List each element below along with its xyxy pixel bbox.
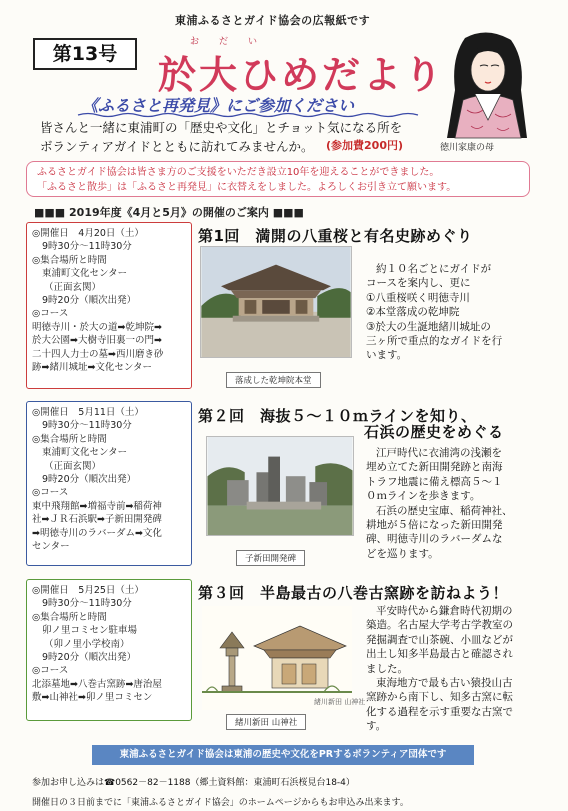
event-3-desc-line: 東海地方で最も古い猿投山古 [376, 677, 513, 690]
event-1-course-label: ◎コース [32, 308, 69, 320]
event-2-course-line: センター [32, 541, 70, 553]
event-2-course-line: 東中飛翔館➡増福寺前➡稲荷神 [32, 500, 162, 512]
newsletter-title: 於大ひめだより [158, 53, 446, 97]
event-2-desc-line: 碑、明徳寺川のラバーダムな [366, 533, 503, 546]
event-1-meeting-entrance: （正面玄関） [44, 281, 102, 293]
event-2-photo-caption: 子新田開発碑 [236, 550, 305, 566]
event-1-time: 9時30分～11時30分 [42, 241, 132, 253]
title-ruby: おだい [190, 37, 278, 47]
event-2-desc-line: ０ｍラインを歩きます。 [366, 490, 481, 503]
event-2-description [366, 446, 513, 561]
application-deadline: 開催日の３日前までに「東浦ふるさとガイド協会」のホームページからもお申込み出来ます。 [32, 798, 409, 808]
intro-line-2: ボランティアガイドとともに訪れてみませんか。 [40, 139, 314, 154]
event-1-course-line: 跡➡緒川城址➡文化センター [32, 362, 153, 374]
event-2-desc-line: トラフ地震に備え標高５～１ [366, 475, 503, 488]
application-contact: 参加お申し込みは☎0562－82－1188（郷土資料館：東浦町石浜桜見台18-4） [32, 778, 355, 788]
event-1-course-line: 明徳寺川・於大の道➡乾坤院➡ [32, 321, 162, 333]
event-3-desc-line: 化する過程を示す重要な古窯で [366, 705, 513, 718]
intro-line-1: 皆さんと一緒に東浦町の「歴史や文化」とチョット気になる所を [40, 120, 403, 135]
event-2-info-box [26, 401, 192, 566]
event-2-desc-line: どを巡ります。 [366, 547, 439, 560]
event-3-desc-line: ました。 [366, 662, 408, 675]
event-1-desc-line: ①八重桜咲く明徳寺川 [366, 291, 470, 304]
event-2-desc-line: 江戸時代に衣浦湾の浅瀬を [376, 447, 502, 459]
notice-line-2: 「ふるさと散歩」は「ふるさと再発見」に衣替えをしました。よろしくお引き立て願います。 [37, 182, 457, 193]
event-1-description [366, 262, 502, 363]
event-1-meeting-label: ◎集合場所と時間 [32, 254, 107, 266]
event-3-desc-line: 平安時代から鎌倉時代初期の [376, 605, 513, 617]
event-1-desc-line: コースを案内し、更に [366, 277, 471, 290]
event-3-course-label: ◎コース [32, 665, 69, 677]
event-3-course-line: 北添墓地➡八巻古窯跡➡唐治屋 [32, 678, 162, 690]
event-3-meeting-label: ◎集合場所と時間 [32, 611, 107, 623]
event-3-meeting-place: 卯ノ里コミセン駐車場 [42, 625, 138, 637]
intro-subtitle: 《ふるさと再発見》にご参加ください [82, 96, 355, 115]
event-2-heading-line-1: 第２回 海抜５～１０ｍラインを知り、 [198, 407, 477, 425]
newsletter-supertitle: 東浦ふるさとガイド協会の広報紙です [175, 14, 371, 27]
kenkonin-photo [200, 246, 352, 358]
event-1-desc-line: います。 [366, 349, 408, 362]
event-2-date: ◎開催日 5月11日（土） [32, 407, 144, 418]
event-1-meeting-place: 東浦町文化センター [42, 268, 128, 280]
event-1-heading: 第1回 満開の八重桜と有名史跡めぐり [198, 227, 473, 245]
sketch-signature: 緒川新田 山神社 [314, 698, 366, 706]
event-2-course-label: ◎コース [32, 487, 69, 499]
event-1-photo-caption: 落成した乾坤院本堂 [226, 372, 321, 388]
event-3-desc-line: 窯跡から南下し、知多古窯に転 [366, 691, 513, 704]
event-3-info-box [26, 579, 192, 721]
schedule-heading: ■■■ 2019年度《4月と5月》の開催のご案内 ■■■ [34, 206, 304, 219]
event-2-meeting-label: ◎集合場所と時間 [32, 433, 107, 445]
event-3-date: ◎開催日 5月25日（土） [32, 585, 144, 596]
yamagami-shrine-sketch [202, 606, 366, 710]
princess-portrait-illustration [425, 30, 550, 140]
event-2-desc-line: 石浜の歴史宝庫、稲荷神社、 [376, 504, 513, 517]
event-2-course-line: ➡明徳寺川のラバーダム➡文化 [32, 527, 162, 539]
event-2-desc-line: 耕地が５倍になった新田開発 [366, 519, 503, 532]
event-1-desc-line: 三ヶ所で重点的なガイドを行 [366, 335, 503, 348]
event-3-meeting-time: 9時20分（順次出発） [42, 652, 137, 664]
event-1-meeting-time: 9時20分（順次出発） [42, 295, 137, 307]
event-3-time: 9時30分～11時30分 [42, 598, 132, 610]
event-3-heading: 第３回 半島最古の八巻古窯跡を訪ねよう！ [198, 584, 509, 602]
event-3-desc-line: す。 [366, 720, 387, 733]
event-1-desc-line: 約１０名ごとにガイドが [376, 263, 492, 275]
event-2-desc-line: 埋め立てた新田開発跡と南海 [366, 461, 503, 474]
portrait-caption: 徳川家康の母 [440, 143, 495, 153]
event-3-photo-caption: 緒川新田 山神社 [226, 714, 306, 730]
event-2-time: 9時30分～11時30分 [42, 420, 132, 432]
event-1-desc-line: ②本堂落成の乾坤院 [366, 306, 460, 319]
event-1-date: ◎開催日 4月20日（土） [32, 228, 144, 239]
event-3-desc-line: 築造。名古屋大学考古学教室の [366, 619, 513, 632]
shinden-monument-photo [206, 436, 354, 536]
event-2-heading-line-2: 石浜の歴史をめぐる [364, 423, 504, 441]
event-1-course-line: 二十四人力士の墓➡西川磨き砂 [32, 348, 164, 360]
event-2-meeting-place: 東浦町文化センター [42, 447, 128, 459]
event-3-desc-line: 出土し知多半島最古と確認され [366, 648, 513, 661]
event-3-meeting-landmark: （卯ノ里小学校南） [44, 638, 130, 650]
volunteer-banner: 東浦ふるさとガイド協会は東浦の歴史や文化をPRするボランティア団体です [92, 745, 474, 765]
event-3-course-line: 敷➡山神社➡卯ノ里コミセン [32, 692, 153, 704]
event-2-course-line: 社➡ＪＲ石浜駅➡子新田開発碑 [32, 514, 162, 526]
event-1-desc-line: ③於大の生誕地緒川城址の [366, 320, 491, 333]
participation-fee: (参加費200円) [326, 139, 404, 152]
event-3-description [366, 604, 513, 734]
notice-line-1: ふるさとガイド協会は皆さま方のご支援をいただき設立10年を迎えることができました。 [37, 167, 440, 178]
anniversary-notice [26, 161, 530, 197]
event-2-meeting-time: 9時20分（順次出発） [42, 474, 137, 486]
event-2-meeting-entrance: （正面玄関） [44, 460, 102, 472]
event-1-info-box [26, 222, 192, 389]
issue-number-badge: 第13号 [33, 38, 137, 70]
event-3-desc-line: 発掘調査で山茶碗、小皿などが [366, 633, 513, 646]
event-1-course-line: 於大公園➡大樹寺旧裏一の門➡ [32, 335, 162, 347]
